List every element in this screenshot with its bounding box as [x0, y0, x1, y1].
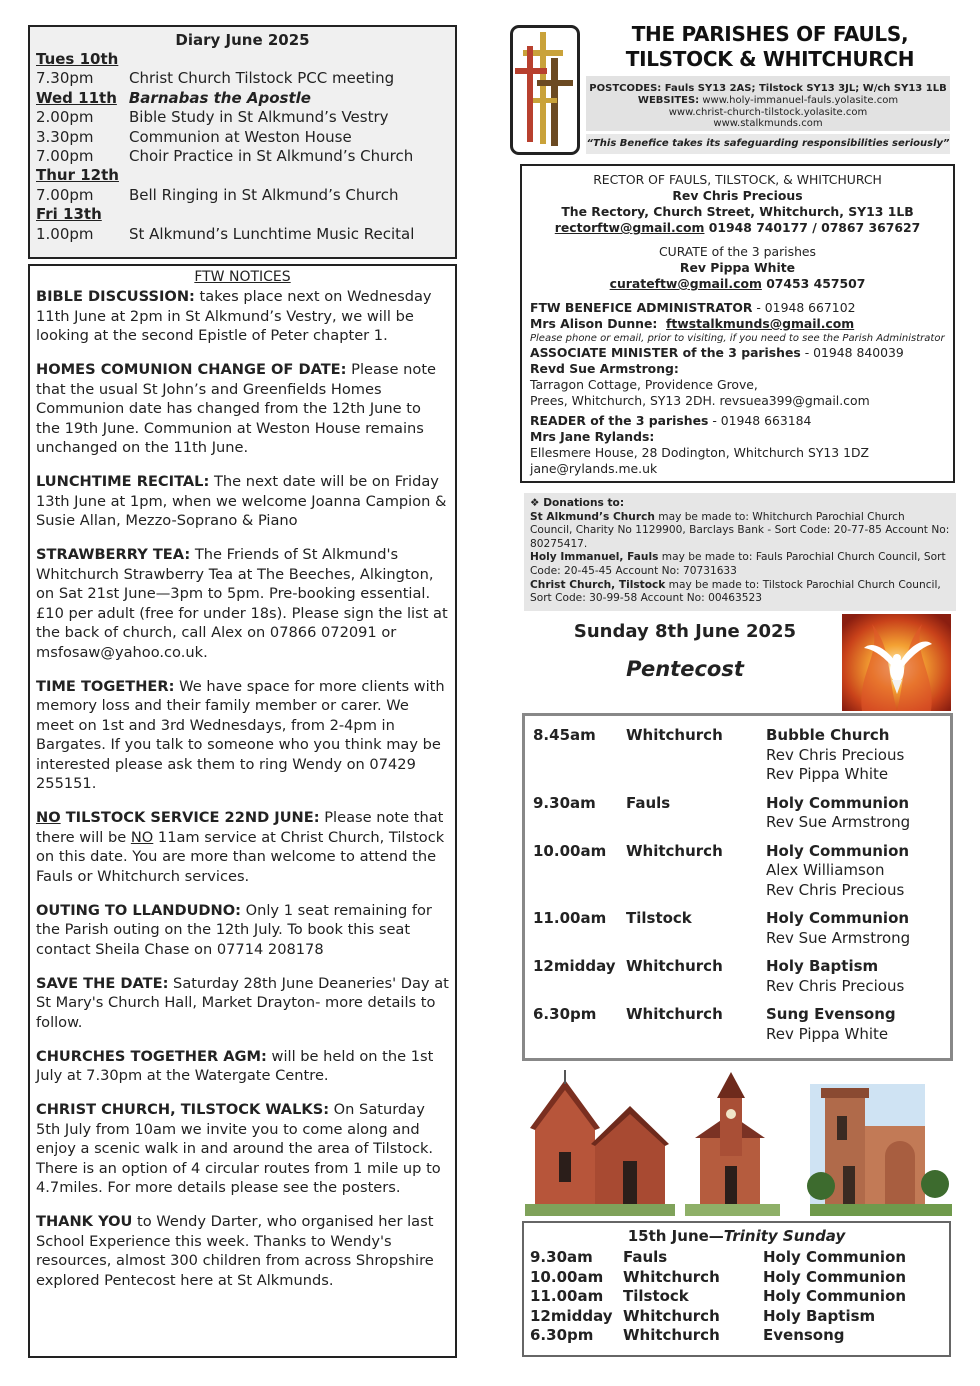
donations-title: Donations to:	[543, 497, 625, 509]
next-service-name: Holy Baptism	[763, 1306, 876, 1325]
diary-entry	[36, 186, 449, 205]
church-illustrations	[525, 1066, 952, 1216]
service-details	[766, 842, 909, 901]
service-place: Whitchurch	[626, 1005, 723, 1023]
service-name: Holy Communion	[766, 841, 910, 860]
service-place: Whitchurch	[626, 841, 723, 860]
donation-details: may be made to: Fauls Parochial Church Council, Sort Code: 20-45-45 Account No: 70731633	[530, 551, 946, 577]
assoc-address-2: Prees, Whitchurch, SY13 2DH. revsuea399@gmail.com	[530, 393, 870, 408]
donations-heading	[530, 497, 950, 511]
service-leader: Rev Pippa White	[766, 1024, 889, 1043]
diary-day	[36, 89, 449, 108]
diary-day-note: Barnabas the Apostle	[128, 88, 311, 107]
notice-item	[36, 545, 449, 662]
curate-name: Rev Pippa White	[679, 260, 796, 275]
reader-address: Ellesmere House, 28 Dodington, Whitchurch SY13 1DZ	[530, 445, 869, 460]
notice-text: will be held on the 1st July at 7.30pm at the Watergate Centre.	[36, 1047, 434, 1084]
next-service-row	[530, 1248, 943, 1267]
parish-title-line1: THE PARISHES OF FAULS,	[631, 22, 909, 46]
next-service-time: 11.00am	[530, 1287, 604, 1306]
service-row	[533, 1005, 942, 1044]
service-row	[533, 726, 942, 785]
diary-entry-text: Choir Practice in St Alkmund’s Church	[129, 147, 414, 166]
curate-role: CURATE of the 3 parishes	[658, 244, 817, 259]
admin-email[interactable]: ftwstalkmunds@gmail.com	[665, 316, 855, 331]
service-name: Sung Evensong	[766, 1005, 896, 1023]
notice-text: The next date will be on Friday 13th June at 1pm, when we welcome Joanna Campion & Susie Allan, Mezzo-Soprano & Piano	[36, 473, 447, 529]
admin-phone: - 01948 667102	[752, 300, 856, 315]
crosses-logo-icon	[510, 25, 580, 155]
assoc-address-1: Tarragon Cottage, Providence Grove,	[530, 377, 758, 392]
website-tilstock[interactable]: www.christ-church-tilstock.yolasite.com	[668, 106, 868, 118]
service-place: Tilstock	[626, 909, 692, 927]
sunday-name: Pentecost	[626, 657, 744, 681]
notice-item	[36, 1047, 449, 1086]
notice-heading: SAVE THE DATE:	[36, 974, 169, 992]
assoc-role: ASSOCIATE MINISTER of the 3 parishes	[530, 345, 801, 360]
notice-item	[36, 901, 449, 960]
next-service-place: Fauls	[623, 1248, 668, 1267]
notice-item	[36, 1212, 449, 1290]
admin-name-line	[530, 316, 945, 332]
parish-title-line2: TILSTOCK & WHITCHURCH	[625, 47, 915, 71]
diary-entry	[36, 69, 449, 88]
reader-line	[530, 413, 945, 429]
diary-title: Diary June 2025	[175, 31, 310, 49]
websites	[586, 95, 950, 107]
next-service-row	[530, 1287, 943, 1306]
service-row	[533, 842, 942, 901]
service-time: 10.00am	[533, 841, 607, 860]
reader-phone: - 01948 663184	[708, 413, 812, 428]
notice-item	[36, 974, 449, 1033]
next-sunday-name: Trinity Sunday	[723, 1227, 846, 1245]
donations-list	[530, 511, 950, 606]
donation-details: may be made to: Whitchurch Parochial Church Council, Charity No 1129900, Barclays Bank - Sort Code: 20-77-85 Account No: 80275417.	[530, 510, 950, 550]
safeguarding-statement: “This Benefice takes its safeguarding responsibilities seriously”	[586, 134, 950, 154]
rector-name: Rev Chris Precious	[672, 188, 803, 203]
diary-day	[36, 205, 449, 224]
donations-box	[524, 493, 956, 611]
next-sunday-date: 15th June—	[627, 1227, 724, 1245]
admin-role: FTW BENEFICE ADMINISTRATOR	[530, 300, 753, 315]
next-service-row	[530, 1268, 943, 1287]
notices-list	[36, 287, 449, 1290]
donation-church: Holy Immanuel, Fauls	[530, 551, 659, 564]
diary-entry-text: Christ Church Tilstock PCC meeting	[129, 69, 395, 88]
service-time: 6.30pm	[533, 1005, 597, 1023]
assoc-phone: - 01948 840039	[800, 345, 904, 360]
diary-day-label: Thur 12th	[36, 166, 119, 185]
notice-text: On Saturday 5th July from 10am we invite you to come along and enjoy a scenic walk in and around the area of Tilstock. There is an option of 4 circular routes from 1 mile up to 4.7miles. For more details please see the posters.	[36, 1101, 441, 1196]
header-info	[586, 76, 950, 131]
reader-role: READER of the 3 parishes	[530, 413, 709, 428]
sunday-services-list	[533, 726, 942, 1044]
notice-text-underlined: NO	[130, 828, 154, 846]
diary-entry	[36, 108, 449, 127]
service-leader: Rev Sue Armstrong	[766, 928, 911, 947]
diary-entry-time: 7.00pm	[36, 185, 94, 204]
next-service-place: Whitchurch	[623, 1326, 720, 1345]
tilstock-church-icon	[685, 1072, 780, 1216]
notice-heading: THANK YOU	[36, 1213, 133, 1230]
notice-text: Please note that the usual St John’s and Greenfields Homes Communion date has changed from the 12th June to the 19th June. Communion at Weston House remains unchanged on the 11th June.	[36, 361, 437, 456]
next-service-name: Holy Communion	[763, 1287, 907, 1306]
notice-heading: STRAWBERRY TEA:	[36, 546, 191, 563]
reader-name: Mrs Jane Rylands:	[530, 429, 655, 444]
notice-text: Only 1 seat remaining for the Parish outing on the 12th July. To book this seat contact Sheila Chase on 07714 208178	[36, 901, 432, 958]
next-service-time: 6.30pm	[530, 1326, 594, 1345]
diary-entry-text: Bible Study in St Alkmund’s Vestry	[129, 108, 389, 127]
service-leader: Alex Williamson	[766, 861, 885, 879]
notice-heading: CHURCHES TOGETHER AGM:	[36, 1047, 267, 1065]
service-leader: Rev Chris Precious	[766, 976, 905, 995]
next-service-name: Holy Communion	[763, 1267, 907, 1286]
donation-item	[530, 551, 950, 578]
service-place: Whitchurch	[626, 957, 723, 975]
next-service-place: Whitchurch	[623, 1306, 720, 1325]
contacts-box	[520, 164, 955, 483]
notice-heading-underlined: NO	[36, 809, 61, 826]
rector-role: RECTOR OF FAULS, TILSTOCK, & WHITCHURCH	[593, 172, 882, 187]
service-row	[533, 957, 942, 996]
diary-entry-time: 2.00pm	[36, 108, 94, 127]
notice-text: to Wendy Darter, who organised her last School Experience this week. Thanks to Wendy's resources, almost 300 children from across Shropshire explored Pentecost here at St Alkmunds.	[36, 1213, 434, 1289]
donation-item	[530, 579, 950, 606]
admin-name: Mrs Alison Dunne:	[530, 316, 658, 331]
donation-church: Christ Church, Tilstock	[530, 578, 666, 591]
next-sunday-list	[530, 1248, 943, 1345]
diary-list	[36, 50, 449, 244]
notice-item	[36, 677, 449, 794]
donation-details: may be made to: Tilstock Parochial Church Council, Sort Code: 30-99-58 Account No: 00463523	[530, 578, 941, 605]
assoc-name: Revd Sue Armstrong:	[530, 361, 679, 376]
service-row	[533, 909, 942, 948]
service-details	[766, 957, 904, 996]
diary-entry-text: St Alkmund’s Lunchtime Music Recital	[129, 224, 415, 243]
diary-entry-time: 7.30pm	[36, 69, 94, 88]
service-name: Bubble Church	[766, 726, 890, 744]
reader-email[interactable]: jane@rylands.me.uk	[530, 461, 658, 476]
next-service-place: Tilstock	[623, 1287, 689, 1306]
rector-email[interactable]: rectorftw@gmail.com	[554, 220, 705, 235]
whitchurch-church-icon	[807, 1084, 952, 1216]
service-place: Fauls	[626, 793, 671, 812]
diary-day-label: Tues 10th	[36, 50, 119, 68]
postcodes: POSTCODES: Fauls SY13 2AS; Tilstock SY13 3JL; W/ch SY13 1LB	[589, 83, 947, 94]
diary-day-label: Wed 11th	[36, 88, 117, 107]
admin-note: Please phone or email, prior to visiting, if you need to see the Parish Administrator	[530, 333, 945, 344]
service-name: Holy Communion	[766, 909, 910, 927]
sunday-services-box	[522, 713, 953, 1061]
notice-text: takes place next on Wednesday 11th June at 2pm in St Alkmund’s Vestry, we will be looking at the second Epistle of Peter chapter 1.	[36, 288, 432, 344]
notice-heading: HOMES COMUNION CHANGE OF DATE:	[36, 361, 347, 378]
notice-heading: CHRIST CHURCH, TILSTOCK WALKS:	[36, 1101, 330, 1118]
service-time: 12midday	[533, 957, 616, 975]
rector-contact	[530, 220, 945, 236]
service-time: 9.30am	[533, 793, 596, 812]
service-time: 8.45am	[533, 726, 596, 744]
curate-contact	[530, 276, 945, 292]
notice-heading: TILSTOCK SERVICE 22ND JUNE:	[60, 809, 320, 826]
notice-item	[36, 360, 449, 458]
next-sunday-box	[522, 1221, 951, 1357]
diary-entry-time: 7.00pm	[36, 147, 94, 166]
notice-text-continued: 11am service at Christ Church, Tilstock on this date. You are more than welcome to attend the Fauls or Whitchurch services.	[36, 828, 445, 885]
assoc-line	[530, 345, 945, 361]
website-fauls[interactable]: www.holy-immanuel-fauls.yolasite.com	[702, 94, 899, 106]
diary-entry-time: 3.30pm	[36, 127, 94, 146]
notice-text: Saturday 28th June Deaneries' Day at St Mary's Church Hall, Market Drayton- more details to follow.	[36, 974, 449, 1031]
rector-phone: 01948 740177 / 07867 367627	[704, 220, 921, 235]
diary-entry-text: Bell Ringing in St Alkmund’s Church	[129, 185, 399, 204]
donation-item	[530, 511, 950, 552]
diary-entry	[36, 225, 449, 244]
service-name: Holy Baptism	[766, 957, 879, 975]
next-service-place: Whitchurch	[623, 1267, 720, 1286]
notice-text: Please note that there will be	[36, 809, 444, 846]
service-name: Holy Communion	[766, 793, 910, 812]
service-leader: Rev Chris Precious	[766, 880, 905, 899]
notice-item	[36, 808, 449, 886]
service-place: Whitchurch	[626, 726, 723, 744]
diary-day	[36, 166, 449, 185]
notice-text: The Friends of St Alkmund's Whitchurch Strawberry Tea at The Beeches, Alkington, on Sat 21st June—3pm to 5pm. Pre-booking essential. £10 per adult (free for under 18s). Please sign the list at the back of church, call Alex on 07866 072091 or msfosaw@yahoo.co.uk.	[36, 546, 448, 661]
websites-label: WEBSITES:	[637, 94, 700, 106]
diamond-bullet-icon: ❖	[530, 497, 540, 509]
service-time: 11.00am	[533, 909, 607, 927]
parish-title	[590, 22, 950, 72]
next-service-time: 9.30am	[530, 1248, 593, 1267]
next-service-name: Holy Communion	[763, 1248, 907, 1267]
diary-entry	[36, 147, 449, 166]
notice-item	[36, 287, 449, 346]
admin-line	[530, 300, 945, 316]
notice-heading: LUNCHTIME RECITAL:	[36, 473, 210, 490]
dove-flame-icon	[842, 614, 951, 711]
notices-title: FTW NOTICES	[194, 269, 291, 285]
notice-item	[36, 472, 449, 531]
service-details	[766, 794, 910, 833]
service-details	[766, 909, 910, 948]
notice-text: We have space for more clients with memory loss and their family member or carer. We meet on 1st and 3rd Wednesdays, from 2-4pm in Bargates. If you talk to someone who you think may be interested please ask them to ring Wendy on 07429 255151.	[36, 677, 445, 792]
service-leader: Rev Pippa White	[766, 765, 889, 783]
next-service-name: Evensong	[763, 1326, 845, 1345]
website-whitchurch[interactable]: www.stalkmunds.com	[713, 118, 823, 130]
curate-phone: 07453 457507	[761, 276, 866, 291]
diary-entry	[36, 128, 449, 147]
next-service-time: 12midday	[530, 1306, 613, 1325]
service-row	[533, 794, 942, 833]
next-service-row	[530, 1326, 943, 1345]
notice-heading: TIME TOGETHER:	[36, 677, 175, 695]
fauls-church-icon	[525, 1070, 675, 1216]
rector-address: The Rectory, Church Street, Whitchurch, SY13 1LB	[561, 204, 914, 219]
sunday-date: Sunday 8th June 2025	[573, 621, 797, 642]
diary-entry-text: Communion at Weston House	[129, 127, 352, 146]
diary-day	[36, 50, 449, 69]
diary-entry-time: 1.00pm	[36, 224, 94, 243]
next-service-time: 10.00am	[530, 1267, 604, 1286]
service-leader: Rev Sue Armstrong	[766, 813, 911, 831]
notice-heading: OUTING TO LLANDUDNO:	[36, 901, 241, 919]
service-details	[766, 1005, 896, 1044]
service-leader: Rev Chris Precious	[766, 745, 905, 764]
next-service-row	[530, 1307, 943, 1326]
service-details	[766, 726, 904, 785]
donation-church: St Alkmund’s Church	[530, 510, 655, 523]
notices-box	[28, 264, 457, 1358]
notice-item	[36, 1100, 449, 1198]
diary-box	[28, 25, 457, 259]
notice-heading: BIBLE DISCUSSION:	[36, 288, 195, 305]
diary-day-label: Fri 13th	[36, 205, 102, 224]
curate-email[interactable]: curateftw@gmail.com	[609, 276, 762, 291]
next-sunday-title	[530, 1227, 943, 1246]
